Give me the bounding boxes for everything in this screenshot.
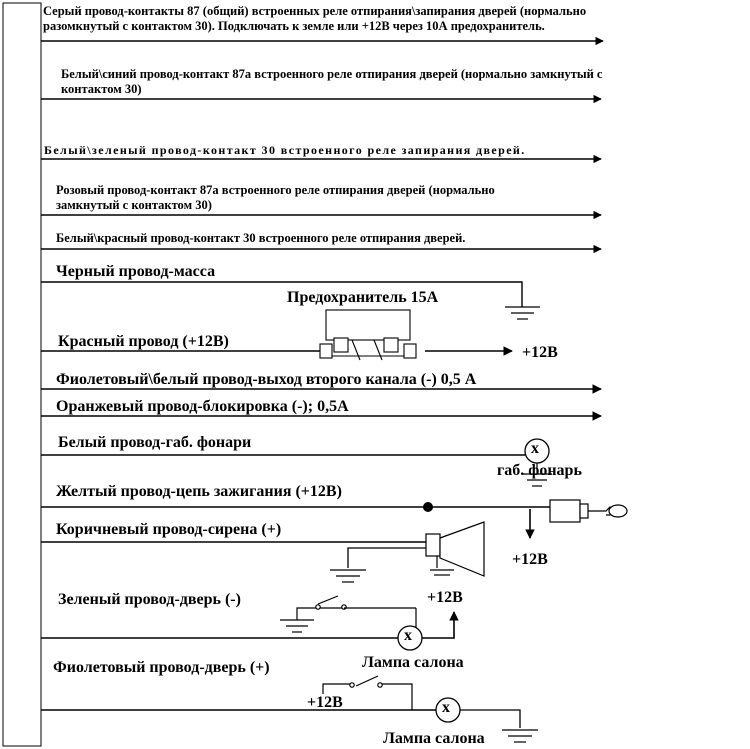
siren-symbol [426, 522, 484, 576]
ground-symbol-siren-right [430, 570, 454, 575]
door-switch-green [297, 596, 416, 628]
violet-white-wire-label: Фиолетовый\белый провод-выход второго канала (-) 0,5 А [56, 371, 477, 388]
control-unit-box [3, 3, 41, 746]
side-lamp-label: габ. фонарь [497, 462, 582, 479]
green-lamp-symbol: x [404, 627, 412, 644]
side-lamp-symbol: x [531, 440, 539, 457]
white-blue-wire-label: Белый\синий провод-контакт 87а встроенного реле отпирания дверей (нормально замкнутый с контактом 30) [61, 67, 603, 96]
ground-symbol-green [280, 620, 314, 632]
pink-wire-label: Розовый провод-контакт 87а встроенного реле отпирания дверей (нормально замкнутый с контактом 30) [56, 183, 495, 212]
yellow-wire-label: Желтый провод-цепь зажигания (+12В) [56, 483, 342, 500]
ground-symbol-siren-left [330, 570, 366, 582]
black-wire-label: Черный провод-масса [56, 263, 216, 280]
white-wire-label: Белый провод-габ. фонари [58, 434, 252, 451]
fuse-symbol [320, 310, 416, 360]
white-red-wire-label: Белый\красный провод-контакт 30 встроенного реле отпирания дверей. [56, 231, 466, 245]
ignition-switch [550, 500, 627, 522]
green-lamp-label: Лампа салона [362, 654, 464, 671]
green-plus-label: +12В [427, 589, 463, 606]
violet-lamp-to-ground [460, 710, 520, 728]
black-wire [41, 282, 522, 307]
green-lamp-to-plus [422, 612, 454, 638]
ignition-plus-label: +12В [512, 551, 548, 568]
violet-lamp-label: Лампа салона [383, 730, 485, 747]
red-wire-label: Красный провод (+12В) [58, 333, 229, 350]
ground-symbol-violet [502, 730, 538, 742]
violet-lamp-symbol: x [442, 699, 450, 716]
siren-ground-wire-left [348, 548, 426, 568]
fuse-label: Предохранитель 15А [287, 289, 439, 306]
violet-wire-label: Фиолетовый провод-дверь (+) [53, 659, 270, 676]
red-plus-label: +12В [522, 344, 558, 361]
violet-plus-label: +12В [307, 694, 343, 711]
green-wire-label: Зеленый провод-дверь (-) [58, 591, 241, 608]
orange-wire-label: Оранжевый провод-блокировка (-); 0,5А [56, 398, 349, 415]
yellow-wire-junction [423, 502, 433, 512]
grey-wire-label: Серый провод-контакты 87 (общий) встроенных реле отпирания\запирания дверей (нормально разомкнутый с контактом 30). Подключать к земле или +12В через 10А предохранитель. [43, 4, 587, 33]
white-green-wire-label: Белый\зеленый провод-контакт 30 встроенного реле запирания дверей. [44, 143, 526, 157]
ground-symbol-black [505, 307, 540, 319]
brown-wire-label: Коричневый провод-сирена (+) [56, 521, 282, 538]
